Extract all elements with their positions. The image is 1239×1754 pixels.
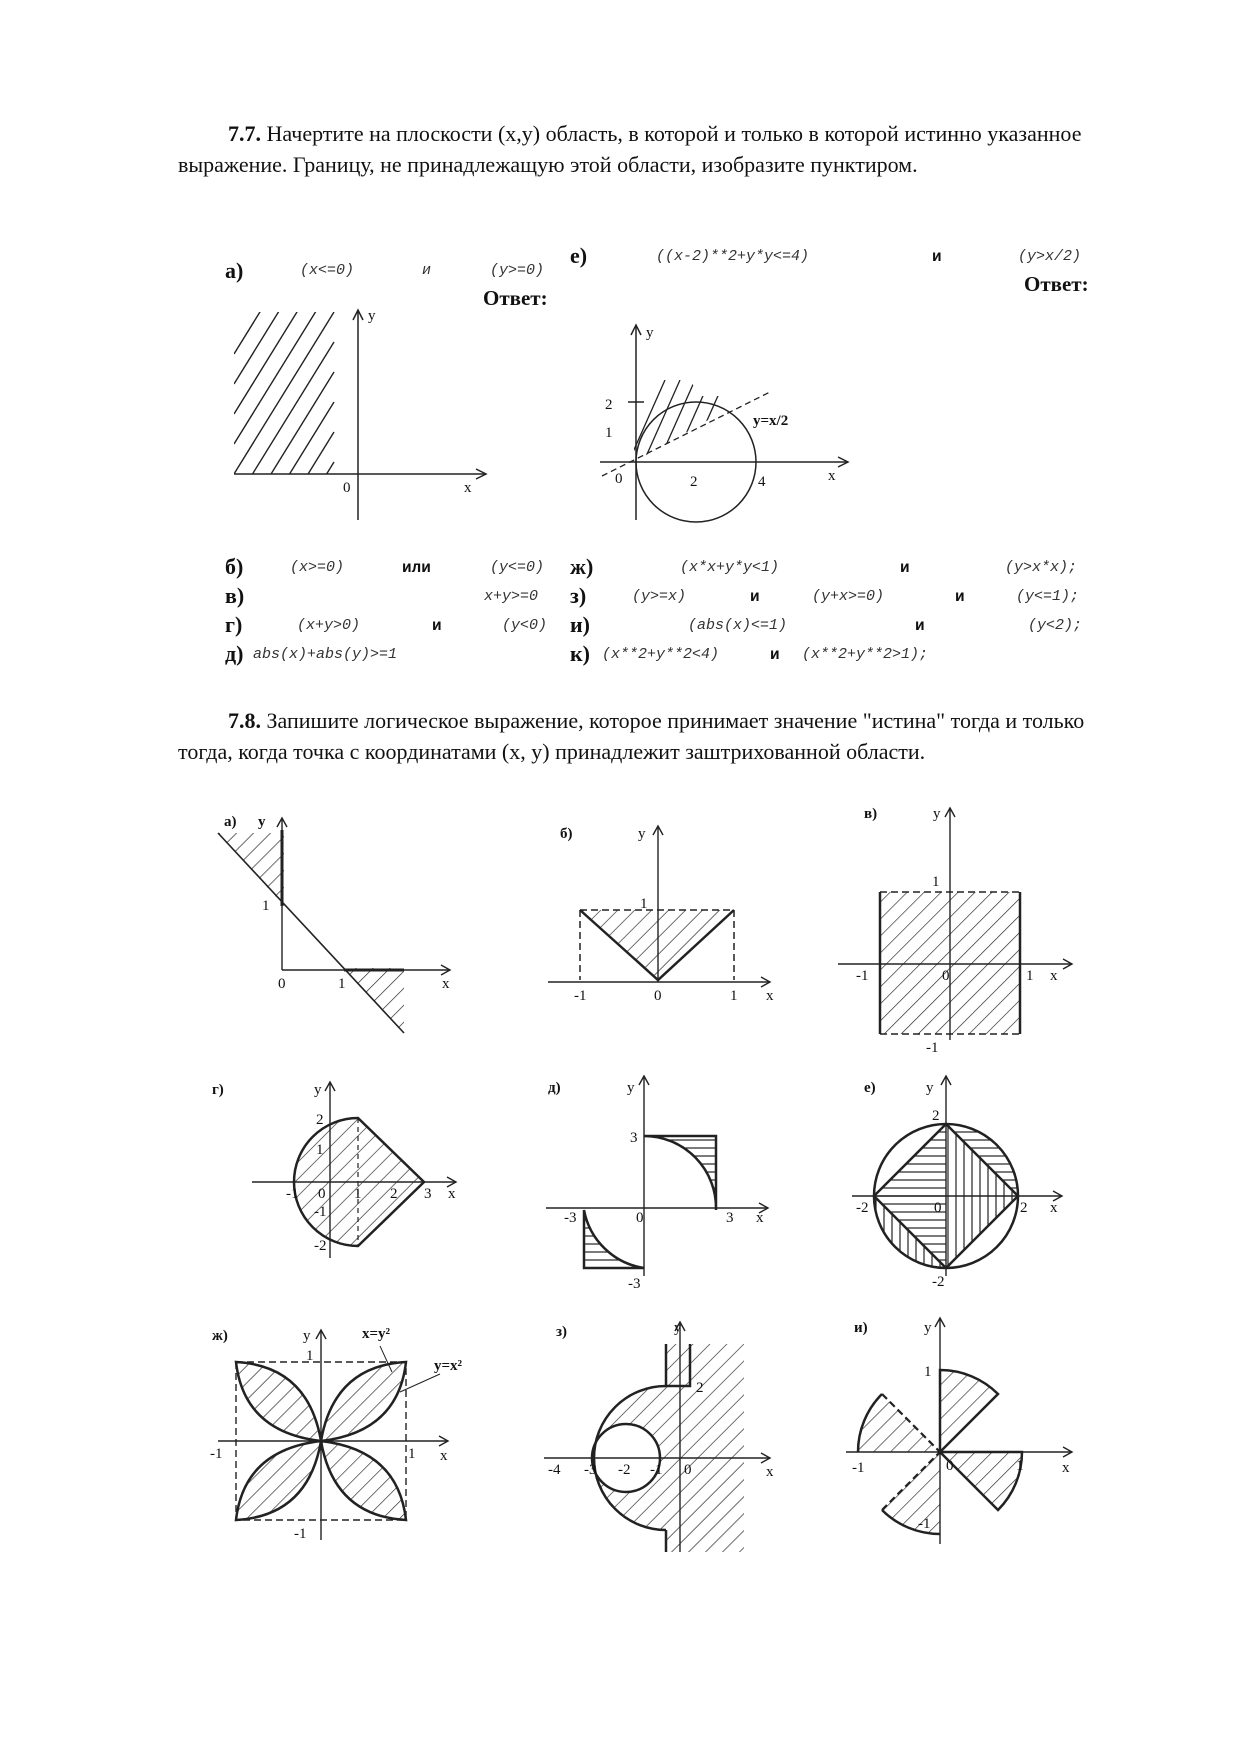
item-e-label: е) bbox=[570, 243, 588, 268]
tick-label-ym2: -2 bbox=[932, 1274, 945, 1290]
task-7-7-statement: Начертите на плоскости (x,y) область, в которой и только в которой истинно указанное выражение. Границу, не принадлежащую этой области, изобразите пунктиром. bbox=[178, 121, 1082, 177]
item-g-cond1: (x+y>0) bbox=[297, 617, 361, 634]
hatch-lower bbox=[584, 1210, 644, 1268]
item-zh-cond2: (y>x*x); bbox=[1005, 559, 1078, 576]
graph-7-8-e bbox=[852, 1076, 1062, 1290]
item-v-label: в) bbox=[225, 583, 245, 608]
tick-label-y1: 1 bbox=[316, 1142, 324, 1158]
item-g-op: и bbox=[432, 617, 442, 635]
hatch-right bbox=[666, 1344, 744, 1552]
curve-label-y-x2: y=x² bbox=[434, 1358, 463, 1374]
x-label: x bbox=[448, 1186, 456, 1202]
petal-upper-left bbox=[236, 1362, 321, 1441]
y-label: y bbox=[674, 1320, 682, 1336]
sector-upper-right bbox=[940, 1370, 998, 1452]
origin-label: 0 bbox=[615, 471, 623, 487]
tick-label-xm1: -1 bbox=[856, 968, 869, 984]
tick-label-x2: 2 bbox=[1020, 1200, 1028, 1216]
tick-label-ym1: -1 bbox=[314, 1204, 327, 1220]
task-7-7-number: 7.7. bbox=[228, 121, 261, 146]
origin-label: 0 bbox=[654, 988, 662, 1004]
y-label: y bbox=[368, 308, 376, 324]
tick-label-xm3: -3 bbox=[584, 1462, 597, 1478]
item-i-cond2: (y<2); bbox=[1028, 617, 1083, 634]
item-z-cond3: (y<=1); bbox=[1016, 588, 1080, 605]
origin-label: 0 bbox=[684, 1462, 692, 1478]
tick-label-y2: 2 bbox=[605, 397, 613, 413]
x-label: x bbox=[766, 988, 774, 1004]
x-label: x bbox=[828, 468, 836, 484]
tick-label-ym1: -1 bbox=[294, 1526, 307, 1542]
item-e-cond2: (y>x/2) bbox=[1018, 248, 1082, 265]
graph-7-8-zh bbox=[210, 1326, 463, 1542]
tick-label-y2: 2 bbox=[316, 1112, 324, 1128]
tick-label-y1: 1 bbox=[306, 1348, 314, 1364]
origin-label: 0 bbox=[343, 480, 351, 496]
item-a-label: а) bbox=[225, 258, 244, 283]
item-e-cond1: ((x-2)**2+y*y<=4) bbox=[656, 248, 810, 265]
y-label: y bbox=[646, 325, 654, 341]
petal-upper-right bbox=[321, 1362, 406, 1441]
item-k-op: и bbox=[770, 646, 780, 664]
origin-label: 0 bbox=[318, 1186, 326, 1202]
graph-7-8-d bbox=[546, 1076, 768, 1292]
item-b-op: или bbox=[402, 559, 431, 577]
tick-label-xm1: -1 bbox=[650, 1462, 663, 1478]
tick-label-xm4: -4 bbox=[548, 1462, 561, 1478]
item-a-op: и bbox=[422, 262, 432, 279]
origin-label: 0 bbox=[636, 1210, 644, 1226]
y-label: y bbox=[638, 826, 646, 842]
x-label: x bbox=[766, 1464, 774, 1480]
tick-label-x1: 1 bbox=[408, 1446, 416, 1462]
item-g-label: г) bbox=[225, 612, 243, 637]
item-z-cond2: (y+x>=0) bbox=[812, 588, 885, 605]
graph-label: а) bbox=[224, 814, 237, 830]
tick-label-x1: 1 bbox=[338, 976, 346, 992]
tick-label-y1: 1 bbox=[605, 425, 613, 441]
graph-7-8-z bbox=[544, 1320, 774, 1552]
x-label: x bbox=[1062, 1460, 1070, 1476]
item-e-op: и bbox=[932, 248, 942, 266]
graph-label: е) bbox=[864, 1080, 876, 1096]
origin-label: 0 bbox=[934, 1200, 942, 1216]
item-a-cond1: (x<=0) bbox=[300, 262, 355, 279]
item-zh-cond1: (x*x+y*y<1) bbox=[680, 559, 780, 576]
x-label: x bbox=[1050, 1200, 1058, 1216]
tick-label-x1: 1 bbox=[1016, 1458, 1024, 1474]
item-k-cond2: (x**2+y**2>1); bbox=[802, 646, 929, 663]
item-i-label: и) bbox=[570, 612, 591, 637]
item-z-label: з) bbox=[570, 583, 587, 608]
item-k-label: к) bbox=[570, 641, 591, 666]
item-b-cond1: (x>=0) bbox=[290, 559, 345, 576]
tick-label-x3: 3 bbox=[726, 1210, 734, 1226]
graph-7-8-a bbox=[218, 814, 450, 1033]
graph-label: ж) bbox=[212, 1328, 228, 1344]
graph-7-8-b bbox=[548, 826, 774, 1004]
item-a-answer: Ответ: bbox=[483, 286, 548, 310]
tick-label-x1: 1 bbox=[730, 988, 738, 1004]
item-d-label: д) bbox=[225, 641, 244, 666]
item-g-cond2: (y<0) bbox=[502, 617, 548, 634]
sector-upper-left bbox=[858, 1394, 940, 1452]
line-x-plus-y-1 bbox=[218, 833, 404, 1033]
x-label: x bbox=[442, 976, 450, 992]
tick-label-ym1: -1 bbox=[926, 1040, 939, 1056]
tick-label-xm3: -3 bbox=[564, 1210, 577, 1226]
y-label: y bbox=[627, 1080, 635, 1096]
y-label: y bbox=[303, 1328, 311, 1344]
petal-lower-left bbox=[236, 1441, 321, 1520]
tick-label-y2: 2 bbox=[696, 1380, 704, 1396]
tick-label-y1: 1 bbox=[262, 898, 270, 914]
y-label: y bbox=[933, 806, 941, 822]
item-z-op1: и bbox=[750, 588, 760, 606]
graph-label: в) bbox=[864, 806, 878, 822]
item-z-op2: и bbox=[955, 588, 965, 606]
origin-label: 0 bbox=[946, 1458, 954, 1474]
hatch-region bbox=[580, 910, 734, 980]
item-k-cond1: (x**2+y**2<4) bbox=[602, 646, 720, 663]
graph-7-8-g bbox=[212, 1082, 456, 1258]
graph-label: г) bbox=[212, 1082, 224, 1098]
item-d-cond: abs(x)+abs(y)>=1 bbox=[253, 646, 398, 663]
graph-label: б) bbox=[560, 826, 573, 842]
x-label: x bbox=[1050, 968, 1058, 984]
graph-7-8-i bbox=[846, 1318, 1072, 1544]
tick-label-y1: 1 bbox=[924, 1364, 932, 1380]
y-label: y bbox=[314, 1082, 322, 1098]
tick-label-x1: 1 bbox=[354, 1186, 362, 1202]
tick-label-x2: 2 bbox=[390, 1186, 398, 1202]
tick-label-ym1: -1 bbox=[918, 1516, 931, 1532]
tick-label-x2: 2 bbox=[690, 474, 698, 490]
tick-label-xm2: -2 bbox=[856, 1200, 869, 1216]
item-zh-op: и bbox=[900, 559, 910, 577]
tick-label-x4: 4 bbox=[758, 474, 766, 490]
tick-label-ym2: -2 bbox=[314, 1238, 327, 1254]
tick-label-y1: 1 bbox=[932, 874, 940, 890]
tick-label-x3: 3 bbox=[424, 1186, 432, 1202]
item-e-answer: Ответ: bbox=[1024, 272, 1089, 296]
item-b-label: б) bbox=[225, 554, 244, 579]
y-label: y bbox=[258, 814, 266, 830]
y-label: y bbox=[926, 1080, 934, 1096]
graph-7-8-v bbox=[838, 806, 1072, 1056]
hatch-upper bbox=[644, 1136, 716, 1210]
tick-label-xm2: -2 bbox=[618, 1462, 631, 1478]
tick-label-y3: 3 bbox=[630, 1130, 638, 1146]
tick-label-xm1: -1 bbox=[852, 1460, 865, 1476]
item-b-cond2: (y<=0) bbox=[490, 559, 545, 576]
tick-label-xm1: -1 bbox=[210, 1446, 223, 1462]
line-label: y=x/2 bbox=[753, 413, 789, 429]
x-label: x bbox=[440, 1448, 448, 1464]
origin-label: 0 bbox=[942, 968, 950, 984]
y-label: y bbox=[924, 1320, 932, 1336]
tick-label-xm1: -1 bbox=[574, 988, 587, 1004]
origin-label: 0 bbox=[278, 976, 286, 992]
tick-label-y2: 2 bbox=[932, 1108, 940, 1124]
item-z-cond1: (y>=x) bbox=[632, 588, 687, 605]
tick-label-y1: 1 bbox=[640, 896, 648, 912]
task-7-8-number: 7.8. bbox=[228, 708, 261, 733]
petal-lower-right bbox=[321, 1441, 406, 1520]
item-i-cond1: (abs(x)<=1) bbox=[688, 617, 788, 634]
curve-label-x-y2: x=y² bbox=[362, 1326, 391, 1342]
tick-label-xm1: -1 bbox=[286, 1186, 299, 1202]
x-label: x bbox=[756, 1210, 764, 1226]
item-i-op: и bbox=[915, 617, 925, 635]
item-zh-label: ж) bbox=[570, 554, 594, 579]
graph-label: з) bbox=[556, 1324, 568, 1340]
tick-label-x1: 1 bbox=[1026, 968, 1034, 984]
item-a-cond2: (y>=0) bbox=[490, 262, 545, 279]
graph-label: и) bbox=[854, 1320, 868, 1336]
x-label: x bbox=[464, 480, 472, 496]
tick-label-ym3: -3 bbox=[628, 1276, 641, 1292]
sector-lower-left bbox=[882, 1452, 940, 1534]
graph-label: д) bbox=[548, 1080, 561, 1096]
item-v-cond: x+y>=0 bbox=[484, 588, 539, 605]
task-7-8-statement: Запишите логическое выражение, которое принимает значение "истина" тогда и только тогда, когда точка с координатами (x, y) принадлежит заштрихованной области. bbox=[178, 708, 1085, 764]
